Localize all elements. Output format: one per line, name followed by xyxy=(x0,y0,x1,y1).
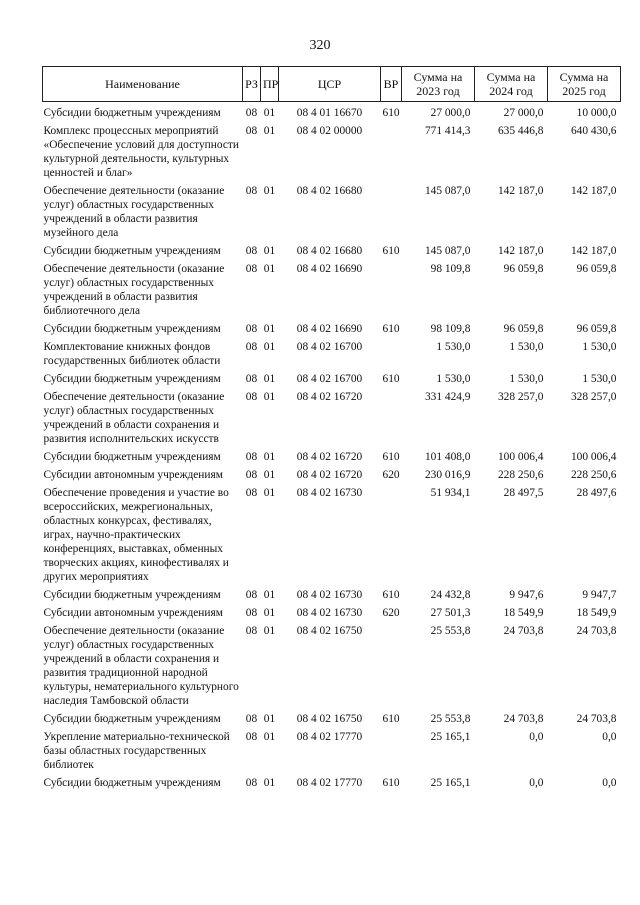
row-pr: 01 xyxy=(263,263,276,275)
table-row xyxy=(43,450,621,464)
row-sum-2023: 27 501,3 xyxy=(430,607,471,619)
row-vr xyxy=(381,124,402,180)
row-sum-2025: 9 947,7 xyxy=(582,589,617,601)
row-csr: 08 4 02 17770 xyxy=(296,777,363,789)
row-vr xyxy=(381,262,402,318)
row-vr: 620 xyxy=(382,607,400,619)
row-pr: 01 xyxy=(263,451,276,463)
row-name: Субсидии бюджетным учреждениям xyxy=(43,777,221,789)
row-sum-2025: 10 000,0 xyxy=(576,107,617,119)
header-csr: ЦСР xyxy=(279,67,381,102)
row-vr: 610 xyxy=(382,713,400,725)
table-row xyxy=(43,106,621,120)
row-pr: 01 xyxy=(263,589,276,601)
row-sum-2024: 96 059,8 xyxy=(503,323,544,335)
row-csr: 08 4 02 17770 xyxy=(296,731,363,743)
row-sum-2023: 98 109,8 xyxy=(430,263,471,275)
row-sum-2024: 1 530,0 xyxy=(509,373,544,385)
table-header xyxy=(43,67,621,102)
row-csr: 08 4 02 16730 xyxy=(296,487,363,499)
row-sum-2024: 24 703,8 xyxy=(503,713,544,725)
row-pr: 01 xyxy=(263,777,276,789)
row-pr: 01 xyxy=(263,713,276,725)
row-spacer-cell xyxy=(43,790,621,794)
row-vr: 620 xyxy=(382,469,400,481)
row-rz: 08 xyxy=(245,589,258,601)
row-pr: 01 xyxy=(263,373,276,385)
row-pr: 01 xyxy=(263,607,276,619)
row-sum-2025: 640 430,6 xyxy=(570,125,617,137)
row-sum-2024: 228 250,6 xyxy=(497,469,544,481)
row-rz: 08 xyxy=(245,107,258,119)
row-sum-2024: 142 187,0 xyxy=(497,185,544,197)
row-pr: 01 xyxy=(263,391,276,403)
row-csr: 08 4 02 16750 xyxy=(296,713,363,725)
row-rz: 08 xyxy=(245,451,258,463)
row-csr: 08 4 02 16680 xyxy=(296,245,363,257)
row-rz: 08 xyxy=(245,125,258,137)
table-body xyxy=(43,102,621,795)
row-vr xyxy=(381,390,402,446)
row-csr: 08 4 02 16690 xyxy=(296,263,363,275)
row-spacer xyxy=(43,790,621,794)
row-sum-2024: 9 947,6 xyxy=(509,589,544,601)
header-pr: ПР xyxy=(261,67,279,102)
table-row xyxy=(43,390,621,446)
row-sum-2025: 0,0 xyxy=(602,777,617,789)
table-row xyxy=(43,340,621,368)
table-row xyxy=(43,776,621,790)
row-csr: 08 4 02 16720 xyxy=(296,469,363,481)
header-rz: РЗ xyxy=(243,67,261,102)
row-sum-2023: 98 109,8 xyxy=(430,323,471,335)
row-sum-2024: 24 703,8 xyxy=(503,625,544,637)
row-vr: 610 xyxy=(382,589,400,601)
row-name: Субсидии бюджетным учреждениям xyxy=(43,373,221,385)
table-row xyxy=(43,262,621,318)
row-name: Обеспечение деятельности (оказание услуг) областных государственных учреждений в области развития музейного дела xyxy=(43,185,225,239)
row-rz: 08 xyxy=(245,323,258,335)
row-csr: 08 4 02 16680 xyxy=(296,185,363,197)
row-csr: 08 4 02 16720 xyxy=(296,451,363,463)
row-sum-2023: 145 087,0 xyxy=(424,245,471,257)
row-sum-2024: 100 006,4 xyxy=(497,451,544,463)
row-sum-2025: 18 549,9 xyxy=(576,607,617,619)
row-sum-2024: 28 497,5 xyxy=(503,487,544,499)
row-sum-2023: 145 087,0 xyxy=(424,185,471,197)
row-sum-2024: 328 257,0 xyxy=(497,391,544,403)
row-rz: 08 xyxy=(245,713,258,725)
row-rz: 08 xyxy=(245,263,258,275)
row-sum-2024: 1 530,0 xyxy=(509,341,544,353)
row-sum-2023: 230 016,9 xyxy=(424,469,471,481)
row-csr: 08 4 02 16700 xyxy=(296,373,363,385)
row-vr: 610 xyxy=(382,777,400,789)
row-rz: 08 xyxy=(245,185,258,197)
row-sum-2023: 27 000,0 xyxy=(430,107,471,119)
row-vr: 610 xyxy=(382,373,400,385)
row-name: Комплектование книжных фондов государственных библиотек области xyxy=(43,341,221,367)
row-pr: 01 xyxy=(263,341,276,353)
table-row xyxy=(43,588,621,602)
row-sum-2024: 18 549,9 xyxy=(503,607,544,619)
row-rz: 08 xyxy=(245,487,258,499)
row-pr: 01 xyxy=(263,125,276,137)
row-rz: 08 xyxy=(245,341,258,353)
row-sum-2023: 1 530,0 xyxy=(436,373,471,385)
row-vr xyxy=(381,340,402,368)
row-name: Укрепление материально-технической базы областных государственных библиотек xyxy=(43,731,230,771)
row-csr: 08 4 02 16700 xyxy=(296,341,363,353)
row-vr: 610 xyxy=(382,107,400,119)
row-sum-2023: 25 165,1 xyxy=(430,777,471,789)
table-row xyxy=(43,184,621,240)
row-rz: 08 xyxy=(245,731,258,743)
row-name: Обеспечение проведения и участие во всероссийских, межрегиональных, областных конкурсах, фестивалях, играх, научно-практических конференциях, выставках, обменных творческих акциях, кинофестивалях и других мероприятиях xyxy=(43,487,229,583)
row-name: Субсидии бюджетным учреждениям xyxy=(43,107,221,119)
row-name: Субсидии бюджетным учреждениям xyxy=(43,589,221,601)
budget-table xyxy=(42,66,621,794)
header-name: Наименование xyxy=(43,67,243,102)
row-vr xyxy=(381,730,402,772)
row-rz: 08 xyxy=(245,777,258,789)
header-sum-2024: Сумма на 2024 год xyxy=(475,67,548,102)
row-sum-2025: 0,0 xyxy=(602,731,617,743)
row-csr: 08 4 02 00000 xyxy=(296,125,363,137)
row-csr: 08 4 02 16750 xyxy=(296,625,363,637)
row-name: Субсидии автономным учреждениям xyxy=(43,607,223,619)
row-sum-2025: 24 703,8 xyxy=(576,625,617,637)
page-number: 320 xyxy=(309,38,331,53)
row-sum-2023: 24 432,8 xyxy=(430,589,471,601)
row-vr xyxy=(381,486,402,584)
row-sum-2024: 635 446,8 xyxy=(497,125,544,137)
row-sum-2023: 51 934,1 xyxy=(430,487,471,499)
row-sum-2023: 25 165,1 xyxy=(430,731,471,743)
row-pr: 01 xyxy=(263,469,276,481)
row-sum-2025: 100 006,4 xyxy=(570,451,617,463)
table-row xyxy=(43,372,621,386)
row-sum-2023: 101 408,0 xyxy=(424,451,471,463)
row-vr: 610 xyxy=(382,323,400,335)
row-name: Обеспечение деятельности (оказание услуг) областных государственных учреждений в области сохранения и развития традиционной народной культуры, нематериального культурного наследия Тамбовской области xyxy=(43,625,239,707)
row-name: Обеспечение деятельности (оказание услуг) областных государственных учреждений в области развития библиотечного дела xyxy=(43,263,225,317)
row-rz: 08 xyxy=(245,245,258,257)
table-row xyxy=(43,244,621,258)
row-name: Субсидии бюджетным учреждениям xyxy=(43,245,221,257)
row-name: Субсидии бюджетным учреждениям xyxy=(43,713,221,725)
row-pr: 01 xyxy=(263,245,276,257)
table-row xyxy=(43,486,621,584)
row-sum-2025: 24 703,8 xyxy=(576,713,617,725)
row-sum-2025: 228 250,6 xyxy=(570,469,617,481)
row-sum-2023: 1 530,0 xyxy=(436,341,471,353)
table-row xyxy=(43,606,621,620)
table-row xyxy=(43,124,621,180)
header-vr: ВР xyxy=(381,67,402,102)
header-sum-2023: Сумма на 2023 год xyxy=(402,67,475,102)
row-csr: 08 4 02 16730 xyxy=(296,589,363,601)
row-name: Субсидии автономным учреждениям xyxy=(43,469,223,481)
table-row xyxy=(43,712,621,726)
row-name: Обеспечение деятельности (оказание услуг) областных государственных учреждений в области сохранения и развития исполнительских искусств xyxy=(43,391,225,445)
row-sum-2023: 25 553,8 xyxy=(430,625,471,637)
row-sum-2024: 142 187,0 xyxy=(497,245,544,257)
row-pr: 01 xyxy=(263,625,276,637)
row-rz: 08 xyxy=(245,469,258,481)
table-row xyxy=(43,624,621,708)
table-row xyxy=(43,730,621,772)
row-vr: 610 xyxy=(382,451,400,463)
row-pr: 01 xyxy=(263,323,276,335)
row-vr xyxy=(381,624,402,708)
row-sum-2024: 0,0 xyxy=(529,777,544,789)
row-pr: 01 xyxy=(263,731,276,743)
row-name: Комплекс процессных мероприятий «Обеспечение условий для доступности культурной деятельности, культурных ценностей и благ» xyxy=(43,125,239,179)
row-pr: 01 xyxy=(263,107,276,119)
row-name: Субсидии бюджетным учреждениям xyxy=(43,451,221,463)
table-row xyxy=(43,322,621,336)
row-csr: 08 4 02 16720 xyxy=(296,391,363,403)
row-name: Субсидии бюджетным учреждениям xyxy=(43,323,221,335)
row-csr: 08 4 02 16690 xyxy=(296,323,363,335)
row-sum-2024: 96 059,8 xyxy=(503,263,544,275)
row-rz: 08 xyxy=(245,625,258,637)
row-sum-2025: 328 257,0 xyxy=(570,391,617,403)
row-pr: 01 xyxy=(263,185,276,197)
row-vr xyxy=(381,184,402,240)
row-rz: 08 xyxy=(245,391,258,403)
row-rz: 08 xyxy=(245,607,258,619)
row-vr: 610 xyxy=(382,245,400,257)
row-csr: 08 4 01 16670 xyxy=(296,107,363,119)
row-sum-2025: 142 187,0 xyxy=(570,185,617,197)
row-sum-2024: 27 000,0 xyxy=(503,107,544,119)
row-sum-2025: 96 059,8 xyxy=(576,263,617,275)
row-pr: 01 xyxy=(263,487,276,499)
row-sum-2023: 771 414,3 xyxy=(424,125,471,137)
row-sum-2023: 25 553,8 xyxy=(430,713,471,725)
row-sum-2024: 0,0 xyxy=(529,731,544,743)
row-sum-2025: 1 530,0 xyxy=(582,341,617,353)
row-csr: 08 4 02 16730 xyxy=(296,607,363,619)
header-sum-2025: Сумма на 2025 год xyxy=(548,67,621,102)
row-sum-2025: 28 497,6 xyxy=(576,487,617,499)
table-row xyxy=(43,468,621,482)
row-rz: 08 xyxy=(245,373,258,385)
row-sum-2025: 142 187,0 xyxy=(570,245,617,257)
row-sum-2025: 1 530,0 xyxy=(582,373,617,385)
row-sum-2023: 331 424,9 xyxy=(424,391,471,403)
row-sum-2025: 96 059,8 xyxy=(576,323,617,335)
